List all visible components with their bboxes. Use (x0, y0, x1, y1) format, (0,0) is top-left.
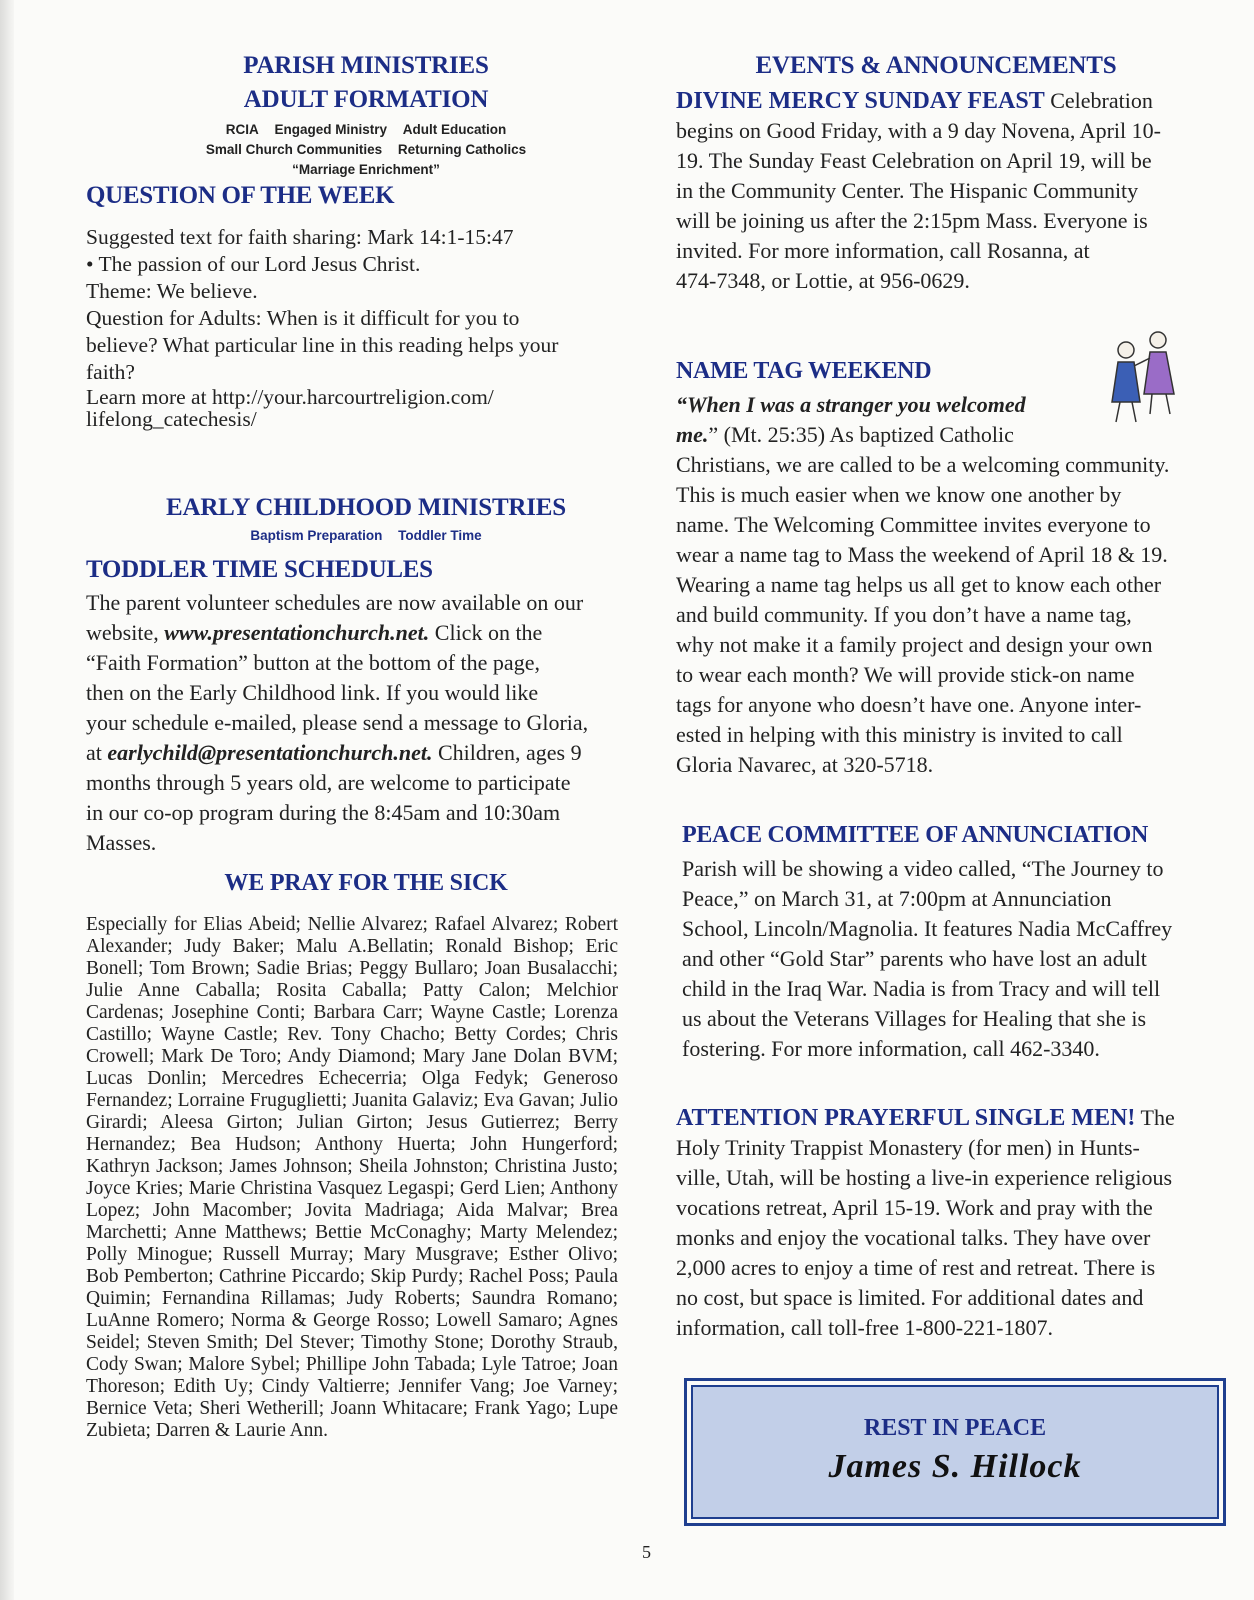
name-tag-heading: NAME TAG WEEKEND (676, 358, 932, 384)
ministry-item: Toddler Time (398, 528, 482, 543)
text-fragment: Celebration (1044, 88, 1153, 113)
peace-committee-heading: PEACE COMMITTEE OF ANNUNCIATION (682, 822, 1149, 848)
ministry-item: Small Church Communities (205, 142, 383, 157)
page-number: 5 (642, 1542, 651, 1562)
text-fragment: at (86, 740, 108, 765)
welcome-figures-illustration (1104, 322, 1184, 432)
text-line: information, call toll-free 1-800-221-1807. (676, 1315, 1053, 1340)
text-line: invited. For more information, call Rosanna, at (676, 238, 1090, 263)
ministry-item: Baptism Preparation (250, 528, 383, 543)
email-link[interactable]: earlychild@presentationchurch.net. (107, 740, 433, 765)
ministry-item: RCIA (225, 122, 259, 137)
text-line: wear a name tag to Mass the weekend of April 18 & 19. (676, 542, 1168, 567)
rest-in-peace-box (684, 1378, 1226, 1526)
attention-body (676, 1103, 1175, 1343)
text-line: Wearing a name tag helps us all get to know each other (676, 572, 1162, 597)
text-fragment: website, (86, 620, 165, 645)
text-line: ville, Utah, will be hosting a live-in experience religious (676, 1165, 1173, 1190)
text-fragment: ” (Mt. 25:35) As baptized Catholic (708, 422, 1014, 447)
toddler-time-heading: TODDLER TIME SCHEDULES (86, 556, 433, 583)
website-link[interactable]: www.presentationchurch.net. (164, 620, 430, 645)
text-line: Christians, we are called to be a welcoming community. (676, 452, 1170, 477)
toddler-time-body (86, 588, 588, 858)
rest-in-peace-panel (691, 1385, 1219, 1519)
text-line: 2,000 acres to enjoy a time of rest and retreat. There is (676, 1255, 1156, 1280)
text-line: Gloria Navarec, at 320-5718. (676, 752, 934, 777)
text-line (676, 390, 1169, 420)
scripture-quote: me. (676, 422, 709, 447)
text-line: begins on Good Friday, with a 9 day Novena, April 10- (676, 118, 1161, 143)
divine-mercy-body (676, 86, 1161, 296)
text-line: and other “Gold Star” parents who have lost an adult (682, 946, 1147, 971)
text-line: The parent volunteer schedules are now available on our (86, 590, 584, 615)
rest-in-peace-title: REST IN PEACE (863, 1415, 1047, 1441)
text-line: your schedule e-mailed, please send a message to Gloria, (86, 710, 589, 735)
text-line: “Faith Formation” button at the bottom of the page, (86, 650, 540, 675)
divine-mercy-heading: DIVINE MERCY SUNDAY FEAST (676, 88, 1045, 114)
text-line: will be joining us after the 2:15pm Mass. Everyone is (676, 208, 1148, 233)
page-fold-shadow (0, 0, 14, 1600)
text-line: Masses. (86, 830, 157, 855)
text-line: then on the Early Childhood link. If you would like (86, 680, 539, 705)
adult-formation-items-row1 (86, 120, 646, 140)
text-line (86, 738, 588, 768)
pray-for-sick-heading: WE PRAY FOR THE SICK (224, 870, 508, 896)
text-line: in the Community Center. The Hispanic Community (676, 178, 1139, 203)
attention-heading: ATTENTION PRAYERFUL SINGLE MEN! (676, 1105, 1136, 1131)
scripture-quote: “When I was a stranger you welcomed (676, 392, 1026, 417)
text-line: Suggested text for faith sharing: Mark 14:1-15:47 (86, 225, 514, 249)
text-line: This is much easier when we know one another by (676, 482, 1122, 507)
events-announcements-title: EVENTS & ANNOUNCEMENTS (755, 52, 1117, 79)
text-line: Parish will be showing a video called, “The Journey to (682, 856, 1164, 881)
text-line: lifelong_catechesis/ (86, 407, 257, 431)
text-line (86, 618, 588, 648)
early-childhood-items (86, 526, 646, 546)
text-line: us about the Veterans Villages for Healing that she is (682, 1006, 1147, 1031)
adult-formation-items-row3: “Marriage Enrichment” (292, 162, 440, 177)
text-line: Theme: We believe. (86, 279, 258, 303)
text-line: monks and enjoy the vocational talks. They have over (676, 1225, 1151, 1250)
early-childhood-title: EARLY CHILDHOOD MINISTRIES (166, 494, 566, 521)
question-of-week-body (86, 224, 558, 430)
text-line: Learn more at http://your.harcourtreligion.com/ (86, 385, 494, 409)
question-of-week-heading: QUESTION OF THE WEEK (86, 182, 395, 209)
parish-ministries-title: PARISH MINISTRIES (243, 52, 489, 79)
adult-formation-title: ADULT FORMATION (243, 86, 489, 113)
pray-for-sick-list: Especially for Elias Abeid; Nellie Alvarez; Rafael Alvarez; Robert Alexander; Judy Baker; Malu A.Bellatin; Ronald Bishop; Eric Bonell; Tom Brown; Sadie Brias; Peggy Bullaro; Joan Busalacchi; Julie Anne Caballa; Rosita Caballa; Patty Calon; Melchior Cardenas; Josephine Conti; Barbara Carr; Wayne Castle; Lorenza Castillo; Wayne Castle; Rev. Tony Chacho; Betty Cordes; Chris Crowell; Mark De Toro; Andy Diamond; Mary Jane Dolan BVM; Lucas Donlin; Mercedres Echecerria; Olga Fedyk; Generoso Fernandez; Lorraine Fruguglietti; Juanita Galaviz; Eva Gavan; Julio Girardi; Aleesa Girton; Julian Girton; Jesus Gutierrez; Berry Hernandez; Bea Hudson; Anthony Huerta; John Hungerford; Kathryn Jackson; James Johnson; Sheila Johnston; Christina Justo; Joyce Kries; Marie Christina Vasquez Legaspi; Gerd Lien; Anthony Lopez; John Macomber; Jovita Madriaga; Aida Malvar; Brea Marchetti; Anne Matthews; Bettie McConaghy; Marty Melendez; Polly Minogue; Russell Murray; Mary Musgrave; Esther Olivo; Bob Pemberton; Cathrine Piccardo; Skip Purdy; Rachel Poss; Paula Quimin; Fernandina Rillamas; Judy Roberts; Saundra Romano; LuAnne Romero; Norma & George Rosso; Lowell Samaro; Agnes Seidel; Steven Smith; Del Stever; Timothy Stone; Dorothy Straub, Cody Swan; Malore Sybel; Phillipe John Tabada; Lyle Tatroe; Joan Thoreson; Edith Uy; Cindy Valtierre; Jennifer Vang; Joe Varney; Bernice Veta; Sheri Wetherill; Joann Whitacare; Frank Yago; Lupe Zubieta; Darren & Laurie Ann. (86, 914, 618, 1441)
text-fragment: Children, ages 9 (432, 740, 582, 765)
text-fragment: The (1135, 1105, 1175, 1130)
text-line: Holy Trinity Trappist Monastery (for men) in Hunts- (676, 1135, 1140, 1160)
adult-formation-items-row2 (86, 140, 646, 160)
ministry-item: Returning Catholics (397, 142, 527, 157)
text-line: ested in helping with this ministry is invited to call (676, 722, 1123, 747)
text-line (676, 420, 1169, 450)
text-line: in our co-op program during the 8:45am and 10:30am (86, 800, 561, 825)
text-line: • The passion of our Lord Jesus Christ. (86, 252, 421, 276)
text-line: months through 5 years old, are welcome to participate (86, 770, 571, 795)
text-line: no cost, but space is limited. For additional dates and (676, 1285, 1144, 1310)
text-line: vocations retreat, April 15-19. Work and pray with the (676, 1195, 1153, 1220)
text-line: faith? (86, 360, 135, 384)
text-line: 474-7348, or Lottie, at 956-0629. (676, 268, 970, 293)
text-line: School, Lincoln/Magnolia. It features Nadia McCaffrey (682, 916, 1173, 941)
text-line (676, 86, 1161, 116)
ministry-item: Engaged Ministry (274, 122, 387, 137)
text-line: tags for anyone who doesn’t have one. Anyone inter- (676, 692, 1142, 717)
ministry-item: Adult Education (402, 122, 507, 137)
text-line: Peace,” on March 31, at 7:00pm at Annunciation (682, 886, 1112, 911)
name-tag-body (676, 390, 1169, 780)
deceased-name: James S. Hillock (828, 1448, 1082, 1485)
text-fragment: Click on the (429, 620, 543, 645)
text-line: 19. The Sunday Feast Celebration on April 19, will be (676, 148, 1152, 173)
text-line: to wear each month? We will provide stick-on name (676, 662, 1135, 687)
text-line: and build community. If you don’t have a name tag, (676, 602, 1132, 627)
text-line: fostering. For more information, call 462-3340. (682, 1036, 1100, 1061)
text-line: believe? What particular line in this reading helps your (86, 333, 559, 357)
text-line (676, 1103, 1175, 1133)
text-line: why not make it a family project and design your own (676, 632, 1153, 657)
peace-committee-body (682, 854, 1172, 1064)
text-line: child in the Iraq War. Nadia is from Tracy and will tell (682, 976, 1161, 1001)
text-line: Question for Adults: When is it difficult for you to (86, 306, 520, 330)
text-line: name. The Welcoming Committee invites everyone to (676, 512, 1151, 537)
